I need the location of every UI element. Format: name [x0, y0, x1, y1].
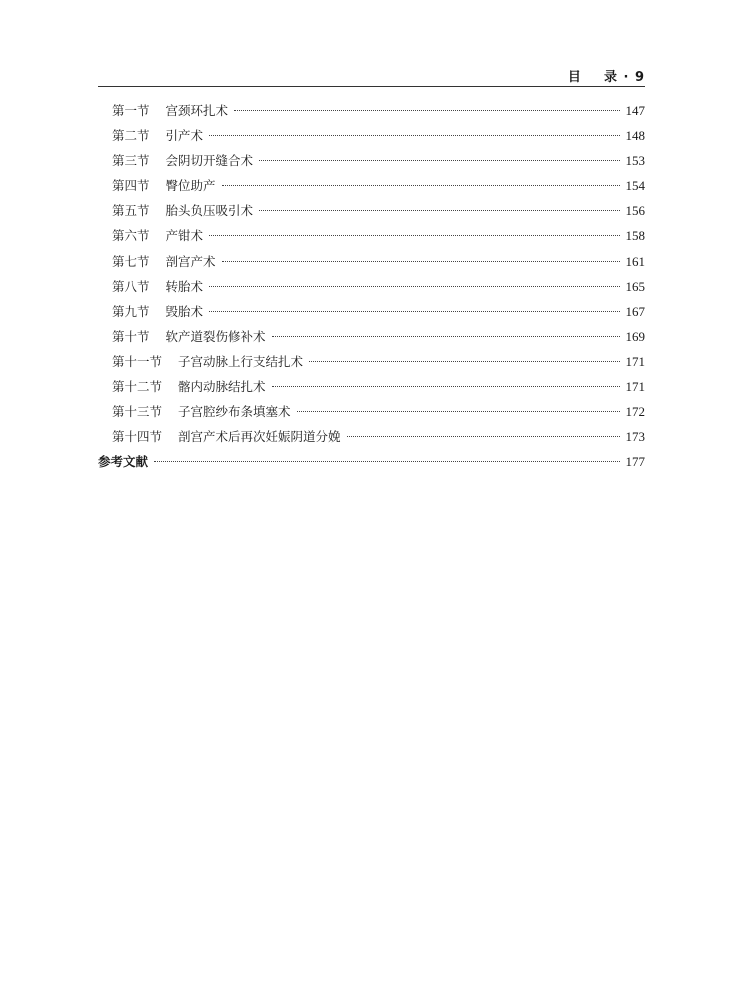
toc-section-title: 软产道裂伤修补术	[165, 328, 266, 344]
toc-page-number: 171	[625, 353, 645, 369]
dot-leader	[209, 286, 619, 287]
toc-section-title: 剖宫产术	[165, 253, 216, 269]
toc-section-number: 第六节	[112, 228, 150, 244]
toc-section-number: 第八节	[112, 278, 150, 294]
toc-section-number: 第四节	[112, 178, 150, 194]
dot-leader	[309, 361, 619, 362]
dot-leader	[347, 436, 620, 437]
toc-page-number: 156	[625, 203, 645, 219]
toc-section-number: 第二节	[112, 128, 150, 144]
dot-leader	[297, 411, 620, 412]
toc-section-number: 第一节	[112, 103, 150, 118]
dot-leader	[209, 235, 619, 236]
dot-leader	[234, 110, 619, 111]
toc-entry[interactable]	[98, 302, 645, 327]
toc-section-title: 宫颈环扎术	[165, 103, 229, 118]
toc-section-title: 产钳术	[165, 228, 204, 244]
toc-page-number: 154	[625, 178, 645, 194]
dot-leader	[209, 311, 619, 312]
toc-references-title: 参考文献	[98, 454, 149, 470]
toc-section-title: 会阴切开缝合术	[165, 153, 254, 169]
page-header	[98, 66, 645, 86]
header-rule	[98, 86, 645, 87]
toc-section-number: 第十节	[112, 328, 150, 344]
toc-entry[interactable]	[98, 402, 645, 427]
toc-section-title: 毁胎术	[165, 303, 204, 319]
dot-leader	[259, 160, 619, 161]
toc-page-number: 169	[625, 328, 645, 344]
toc-section-number: 第十二节	[112, 379, 163, 395]
toc-entry[interactable]	[98, 377, 645, 402]
toc-section-number: 第十四节	[112, 429, 163, 445]
toc-entry[interactable]	[98, 226, 645, 251]
dot-leader	[259, 210, 619, 211]
toc-entry-references[interactable]	[98, 452, 645, 477]
toc-page-number: 171	[625, 379, 645, 395]
dot-leader	[272, 386, 620, 387]
toc-entry[interactable]	[98, 201, 645, 226]
table-of-contents	[98, 101, 645, 477]
toc-page-number: 172	[625, 404, 645, 420]
toc-section-number: 第十三节	[112, 404, 163, 420]
toc-entry[interactable]	[98, 352, 645, 377]
toc-section-title: 剖宫产术后再次妊娠阴道分娩	[178, 429, 341, 445]
toc-entry[interactable]	[98, 427, 645, 452]
toc-page-number: 153	[625, 153, 645, 169]
dot-leader	[222, 185, 620, 186]
toc-entry[interactable]	[98, 327, 645, 352]
dot-leader	[222, 261, 620, 262]
toc-section-title: 胎头负压吸引术	[165, 203, 254, 219]
toc-entry[interactable]	[98, 252, 645, 277]
toc-page-number: 177	[625, 454, 645, 470]
toc-page-number: 161	[625, 253, 645, 269]
toc-section-title: 转胎术	[165, 278, 204, 294]
toc-entry[interactable]	[98, 176, 645, 201]
toc-page-number: 167	[625, 303, 645, 319]
toc-section-number: 第五节	[112, 203, 150, 219]
toc-page-number: 173	[625, 429, 645, 445]
dot-leader	[209, 135, 619, 136]
toc-section-number: 第十一节	[112, 353, 163, 369]
dot-leader	[154, 461, 619, 462]
toc-section-title: 髂内动脉结扎术	[178, 379, 266, 395]
header-title: 目 录 · 9	[567, 70, 645, 85]
toc-section-number: 第三节	[112, 153, 150, 169]
dot-leader	[272, 336, 620, 337]
toc-section-title: 子宫腔纱布条填塞术	[178, 404, 291, 420]
toc-section-title: 引产术	[165, 128, 204, 144]
toc-page-number: 147	[625, 103, 645, 118]
toc-page-number: 165	[625, 278, 645, 294]
toc-page-number: 158	[625, 228, 645, 244]
toc-page-number: 148	[625, 128, 645, 144]
toc-entry[interactable]	[98, 151, 645, 176]
toc-entry[interactable]	[98, 277, 645, 302]
toc-section-number: 第九节	[112, 303, 150, 319]
toc-section-title: 臀位助产	[165, 178, 216, 194]
toc-entry[interactable]	[98, 101, 645, 126]
toc-section-title: 子宫动脉上行支结扎术	[178, 353, 304, 369]
toc-entry[interactable]	[98, 126, 645, 151]
toc-section-number: 第七节	[112, 253, 150, 269]
